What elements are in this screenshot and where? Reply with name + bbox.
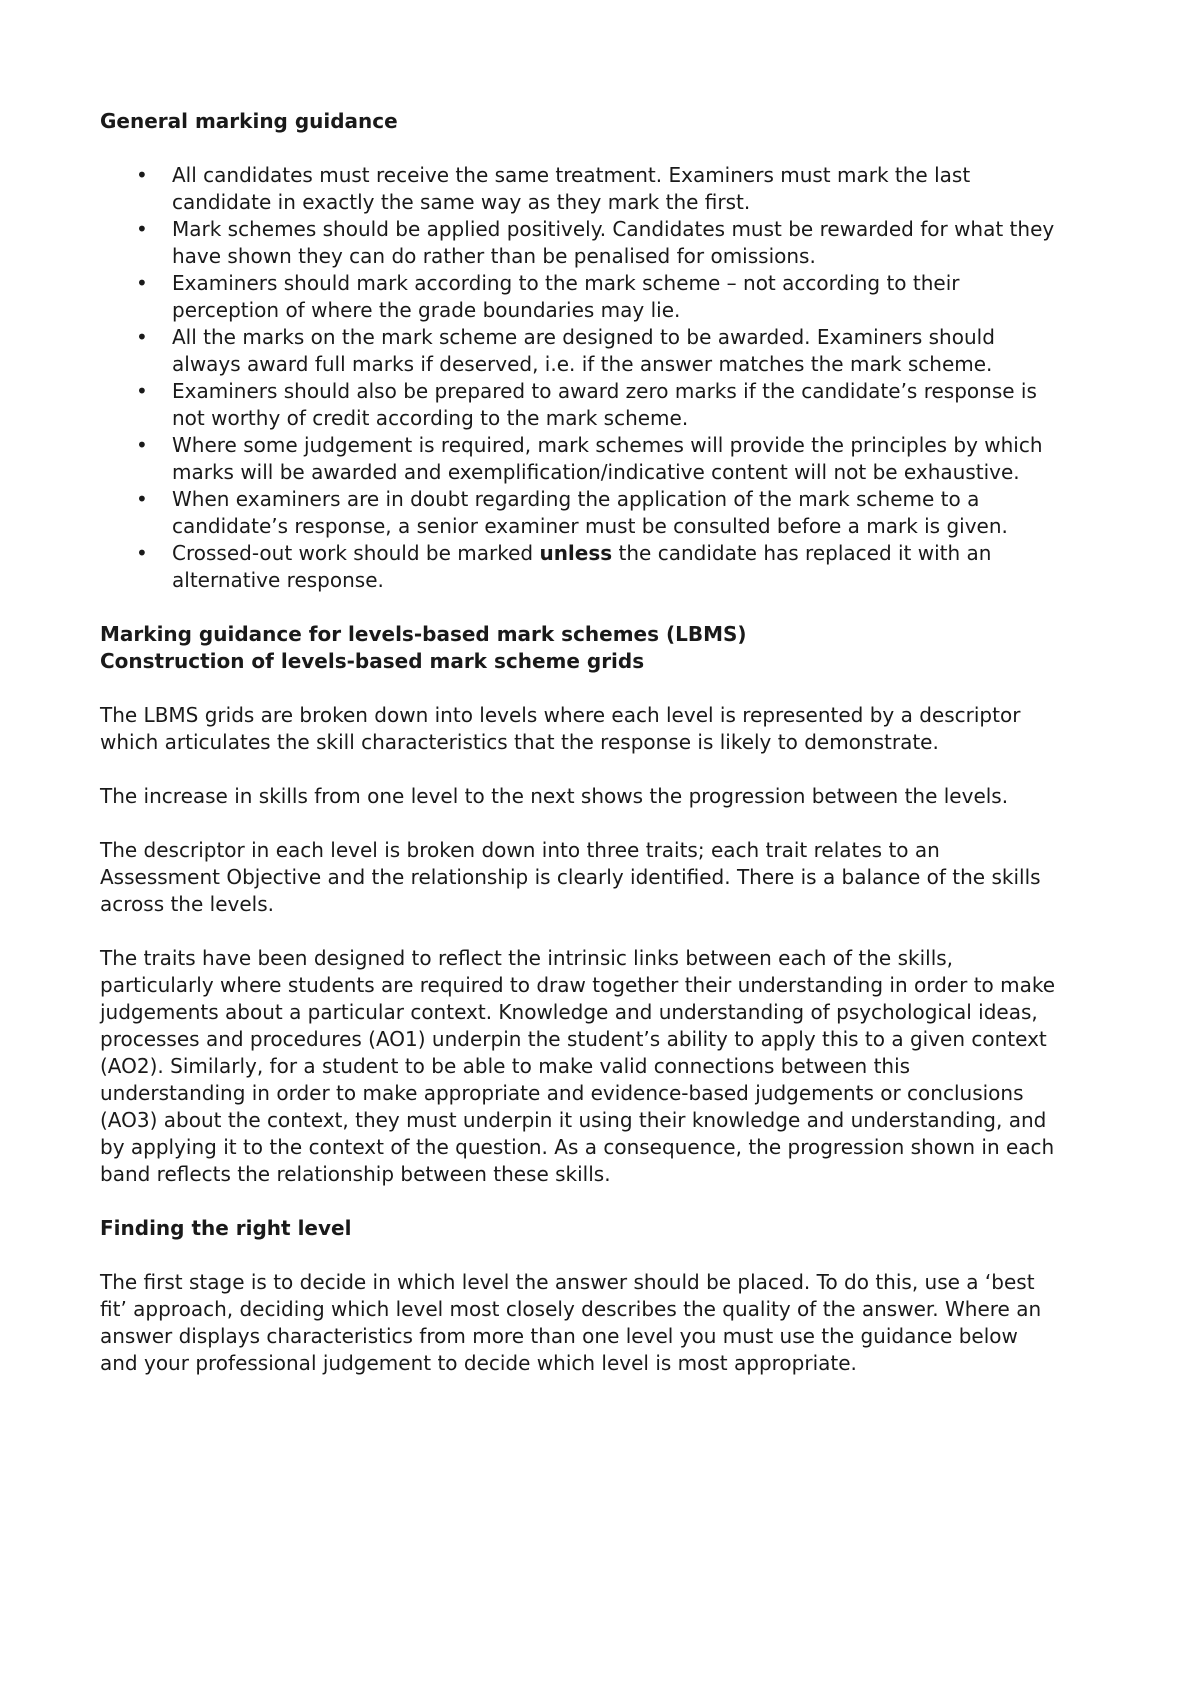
list-item: • When examiners are in doubt regarding the application of the mark scheme to a candidate’s response, a senior examiner must be consulted before a mark is given. <box>136 487 1008 538</box>
bullet-icon: • <box>136 487 148 511</box>
list-item: • Where some judgement is required, mark schemes will provide the principles by which marks will be awarded and exemplification/indicative content will not be exhaustive. <box>136 433 1043 484</box>
emphasis-unless: unless <box>539 541 613 565</box>
lbms-subheading: Construction of levels-based mark scheme grids <box>100 649 645 673</box>
bullet-icon: • <box>136 379 148 403</box>
lbms-paragraph-1: The LBMS grids are broken down into levels where each level is represented by a descriptor which articulates the skill characteristics that the response is likely to demonstrate. <box>100 703 1021 754</box>
finding-level-heading: Finding the right level <box>100 1216 352 1240</box>
general-marking-list <box>100 162 1060 594</box>
list-item: • All candidates must receive the same treatment. Examiners must mark the last candidate in exactly the same way as they mark the first. <box>136 163 971 214</box>
general-marking-heading: General marking guidance <box>100 109 398 133</box>
bullet-icon: • <box>136 433 148 457</box>
lbms-paragraph-2: The increase in skills from one level to the next shows the progression between the levels. <box>100 784 1009 808</box>
list-item: • All the marks on the mark scheme are designed to be awarded. Examiners should always award full marks if deserved, i.e. if the answer matches the mark scheme. <box>136 325 995 376</box>
bullet-icon: • <box>136 271 148 295</box>
list-item: • Examiners should mark according to the mark scheme – not according to their perception of where the grade boundaries may lie. <box>136 271 960 322</box>
lbms-paragraph-3: The descriptor in each level is broken down into three traits; each trait relates to an Assessment Objective and the relationship is clearly identified. There is a balance of the skills across the levels. <box>100 838 1041 916</box>
lbms-heading: Marking guidance for levels-based mark schemes (LBMS) <box>100 622 747 646</box>
bullet-icon: • <box>136 163 148 187</box>
bullet-icon: • <box>136 325 148 349</box>
list-item: • Mark schemes should be applied positively. Candidates must be rewarded for what they have shown they can do rather than be penalised for omissions. <box>136 217 1055 268</box>
list-item: • Crossed-out work should be marked unless the candidate has replaced it with an alternative response. <box>136 541 992 592</box>
list-item: • Examiners should also be prepared to award zero marks if the candidate’s response is not worthy of credit according to the mark scheme. <box>136 379 1037 430</box>
bullet-icon: • <box>136 217 148 241</box>
lbms-paragraph-4: The traits have been designed to reflect the intrinsic links between each of the skills, particularly where students are required to draw together their understanding in order to make judgements about a particular context. Knowledge and understanding of psychological ideas, processes and procedures (AO1) underpin the student’s ability to apply this to a given context (AO2). Similarly, for a student to be able to make valid connections between this understanding in order to make appropriate and evidence-based judgements or conclusions (AO3) about the context, they must underpin it using their knowledge and understanding, and by applying it to the context of the question. As a consequence, the progression shown in each band reflects the relationship between these skills. <box>100 946 1056 1186</box>
document-page <box>100 108 1060 1377</box>
bullet-icon: • <box>136 541 148 565</box>
finding-level-paragraph: The first stage is to decide in which level the answer should be placed. To do this, use a ‘best fit’ approach, deciding which level most closely describes the quality of the answer. Where an answer displays characteristics from more than one level you must use the guidance below and your professional judgement to decide which level is most appropriate. <box>100 1270 1042 1375</box>
